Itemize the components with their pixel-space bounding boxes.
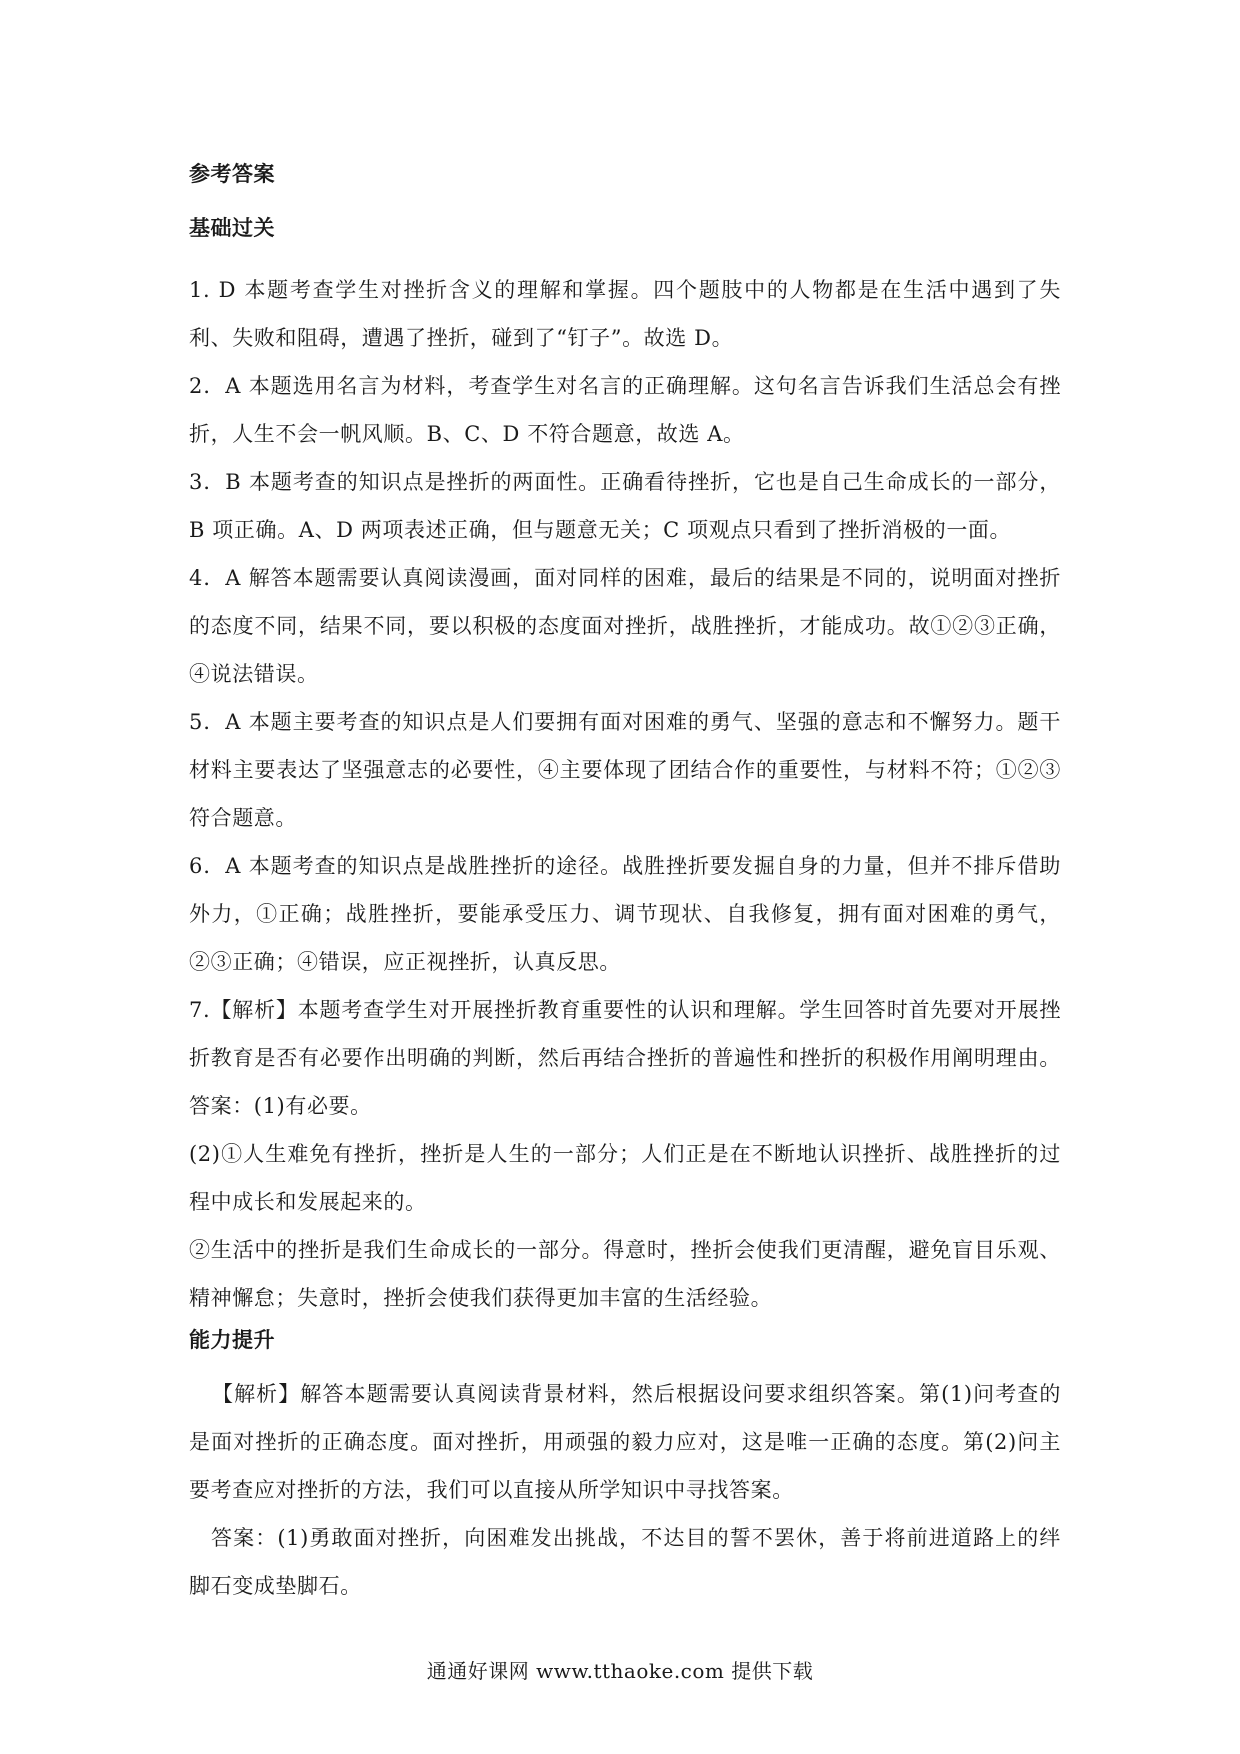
footer-source-text: 通通好课网 www.tthaoke.com 提供下载 xyxy=(426,1659,814,1683)
answer-paragraph-6: 6．A 本题考查的知识点是战胜挫折的途径。战胜挫折要发掘自身的力量，但并不排斥借助外力，①正确；战胜挫折，要能承受压力、调节现状、自我修复，拥有面对困难的勇气，②③正确；④错误，应正视挫折，认真反思。 xyxy=(189,854,1061,974)
answer-paragraph-advanced: 答案：(1)勇敢面对挫折，向困难发出挑战，不达目的誓不罢休，善于将前进道路上的绊脚石变成垫脚石。 xyxy=(189,1526,1061,1598)
answer-paragraph-7: 7.【解析】本题考查学生对开展挫折教育重要性的认识和理解。学生回答时首先要对开展挫折教育是否有必要作出明确的判断，然后再结合挫折的普遍性和挫折的积极作用阐明理由。答案：(1)有必要。 xyxy=(189,998,1061,1118)
answer-paragraph-5: 5．A 本题主要考查的知识点是人们要拥有面对困难的勇气、坚强的意志和不懈努力。题干材料主要表达了坚强意志的必要性，④主要体现了团结合作的重要性，与材料不符；①②③符合题意。 xyxy=(189,710,1061,830)
answer-paragraph-3: 3．B 本题考查的知识点是挫折的两面性。正确看待挫折，它也是自己生命成长的一部分，B 项正确。A、D 两项表述正确，但与题意无关；C 项观点只看到了挫折消极的一面。 xyxy=(189,470,1061,542)
answer-paragraph-1: 1. D 本题考查学生对挫折含义的理解和掌握。四个题肢中的人物都是在生活中遇到了失利、失败和阻碍，遭遇了挫折，碰到了“钉子”。故选 D。 xyxy=(189,278,1061,350)
page-title: 参考答案 xyxy=(189,162,275,186)
document-body xyxy=(189,158,1061,1610)
answer-paragraph-4: 4．A 解答本题需要认真阅读漫画，面对同样的困难，最后的结果是不同的，说明面对挫折的态度不同，结果不同，要以积极的态度面对挫折，战胜挫折，才能成功。故①②③正确，④说法错误。 xyxy=(189,566,1061,686)
section-heading-basic: 基础过关 xyxy=(189,216,275,240)
answer-paragraph-2: 2．A 本题选用名言为材料，考查学生对名言的正确理解。这句名言告诉我们生活总会有挫折，人生不会一帆风顺。B、C、D 不符合题意，故选 A。 xyxy=(189,374,1061,446)
answer-paragraph-7-part-3: ②生活中的挫折是我们生命成长的一部分。得意时，挫折会使我们更清醒，避免盲目乐观、精神懈怠；失意时，挫折会使我们获得更加丰富的生活经验。 xyxy=(189,1238,1061,1310)
answer-paragraph-7-part-2: (2)①人生难免有挫折，挫折是人生的一部分；人们正是在不断地认识挫折、战胜挫折的过程中成长和发展起来的。 xyxy=(189,1142,1061,1214)
section-heading-advanced: 能力提升 xyxy=(189,1328,275,1352)
analysis-paragraph: 【解析】解答本题需要认真阅读背景材料，然后根据设问要求组织答案。第(1)问考查的是面对挫折的正确态度。面对挫折，用顽强的毅力应对，这是唯一正确的态度。第(2)问主要考查应对挫折的方法，我们可以直接从所学知识中寻找答案。 xyxy=(189,1382,1061,1502)
